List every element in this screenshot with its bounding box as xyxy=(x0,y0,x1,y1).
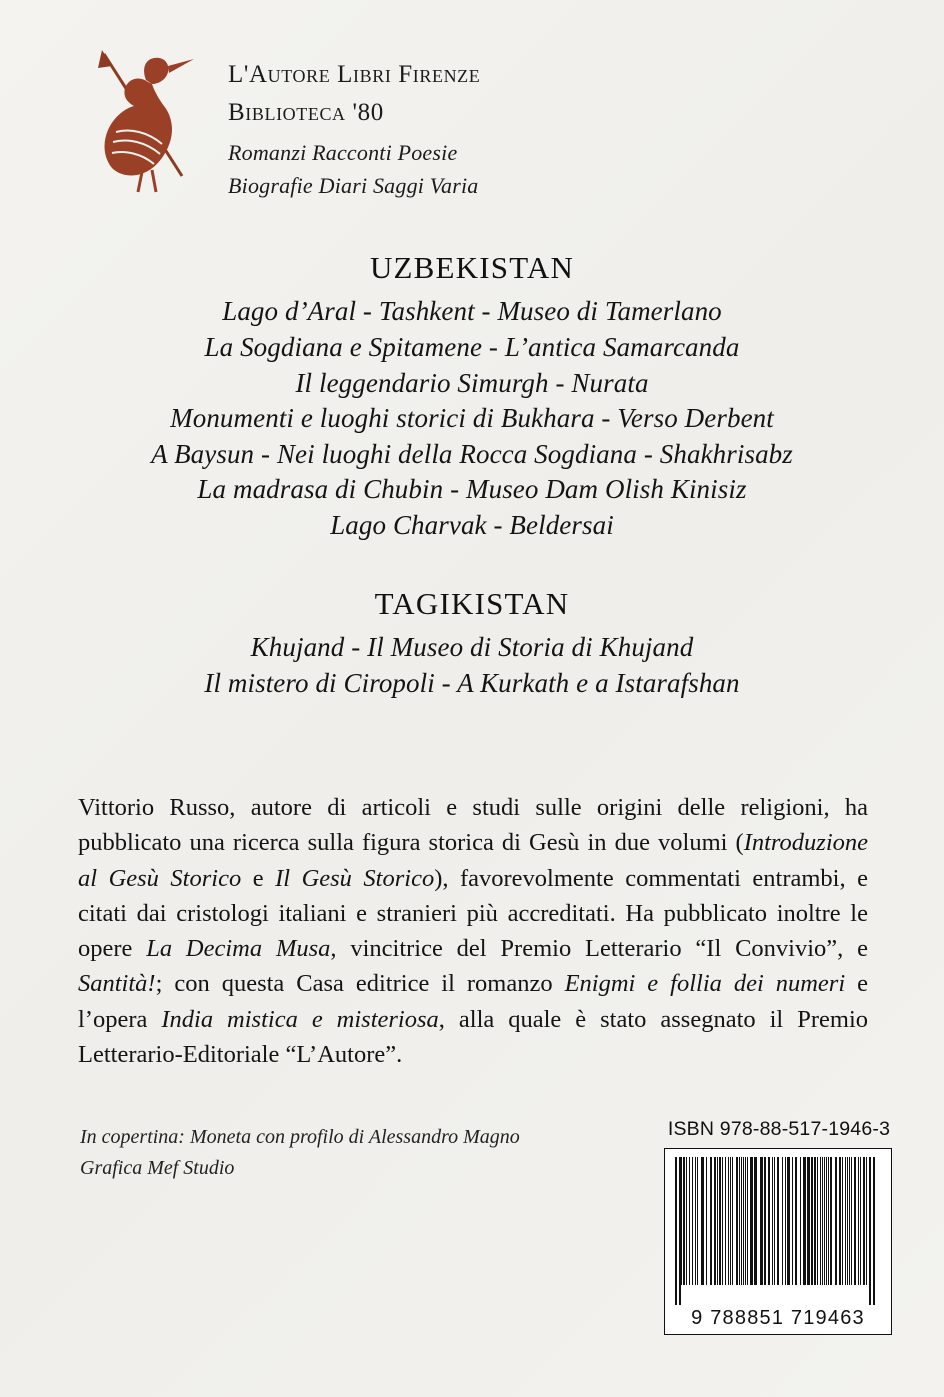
barcode-bars xyxy=(675,1157,881,1305)
blurb-text-d: , vincitrice del Premio Letterario “Il Convivio”, e xyxy=(330,935,868,963)
blurb-text-a: Vittorio Russo, autore di articoli e studi sulle origini delle religioni, ha pubblicato una ricerca sulla figura storica di Gesù in due volumi ( xyxy=(78,794,868,857)
blurb-title-5: Enigmi e follia dei numeri xyxy=(564,970,846,998)
blurb-text-f: e l’opera xyxy=(78,970,868,1033)
toc-line: Il leggendario Simurgh - Nurata xyxy=(295,367,649,398)
graphics-credit: Grafica Mef Studio xyxy=(80,1157,235,1179)
series-name: Biblioteca '80 xyxy=(228,98,384,126)
blurb-text-e: ; con questa Casa editrice il romanzo xyxy=(155,970,565,998)
blurb-title-6: India mistica e misteriosa xyxy=(161,1005,439,1033)
series-subtitle-1: Romanzi Racconti Poesie xyxy=(228,139,458,165)
blurb-text-b: e xyxy=(241,864,276,892)
toc-line: Il mistero di Ciropoli - A Kurkath e a Istarafshan xyxy=(204,667,740,698)
series-subtitle-2: Biografie Diari Saggi Varia xyxy=(228,172,479,198)
author-blurb xyxy=(78,790,868,1072)
blurb-title-1: Introduzione al Gesù Storico xyxy=(78,829,868,892)
toc-line: Khujand - Il Museo di Storia di Khujand xyxy=(250,631,694,662)
toc-line: Monumenti e luoghi storici di Bukhara - Verso Derbent xyxy=(170,403,774,434)
section-title-uzbekistan: UZBEKISTAN xyxy=(369,250,575,285)
toc-line: La madrasa di Chubin - Museo Dam Olish Kinisiz xyxy=(197,474,747,505)
toc-line: Lago Charvak - Beldersai xyxy=(330,510,614,541)
publisher-header xyxy=(78,46,868,202)
toc-line: La Sogdiana e Spitamene - L’antica Samarcanda xyxy=(204,331,740,362)
toc-line: Lago d’Aral - Tashkent - Museo di Tamerlano xyxy=(222,296,722,327)
blurb-title-4: Santità! xyxy=(78,970,156,998)
publisher-logo xyxy=(78,46,228,196)
heron-bird-logo-icon xyxy=(86,46,206,196)
table-of-contents xyxy=(72,248,872,701)
blurb-title-2: Il Gesù Storico xyxy=(275,864,435,892)
isbn-text: ISBN 978-88-517-1946-3 xyxy=(667,1118,891,1140)
section-title-tagikistan: TAGIKISTAN xyxy=(374,585,570,621)
blurb-text-c: ), favorevolmente commentati entrambi, e citati dai cristologi italiani e stranieri più accreditati. Ha pubblicato inoltre le opere xyxy=(78,864,868,963)
blurb-title-3: La Decima Musa xyxy=(146,935,331,963)
blurb-text-g: , alla quale è stato assegnato il Premio Letterario-Editoriale “L’Autore”. xyxy=(78,1005,868,1068)
barcode-frame xyxy=(664,1148,892,1335)
publisher-name: L'Autore Libri Firenze xyxy=(228,61,481,88)
toc-line: A Baysun - Nei luoghi della Rocca Sogdiana - Shakhrisabz xyxy=(151,438,793,469)
isbn-barcode-block xyxy=(664,1118,894,1335)
section-spacer xyxy=(72,544,872,584)
cover-image-credit: In copertina: Moneta con profilo di Alessandro Magno xyxy=(80,1126,520,1148)
barcode-digits: 9 788851 719463 xyxy=(691,1307,865,1329)
cover-credits xyxy=(80,1122,600,1184)
